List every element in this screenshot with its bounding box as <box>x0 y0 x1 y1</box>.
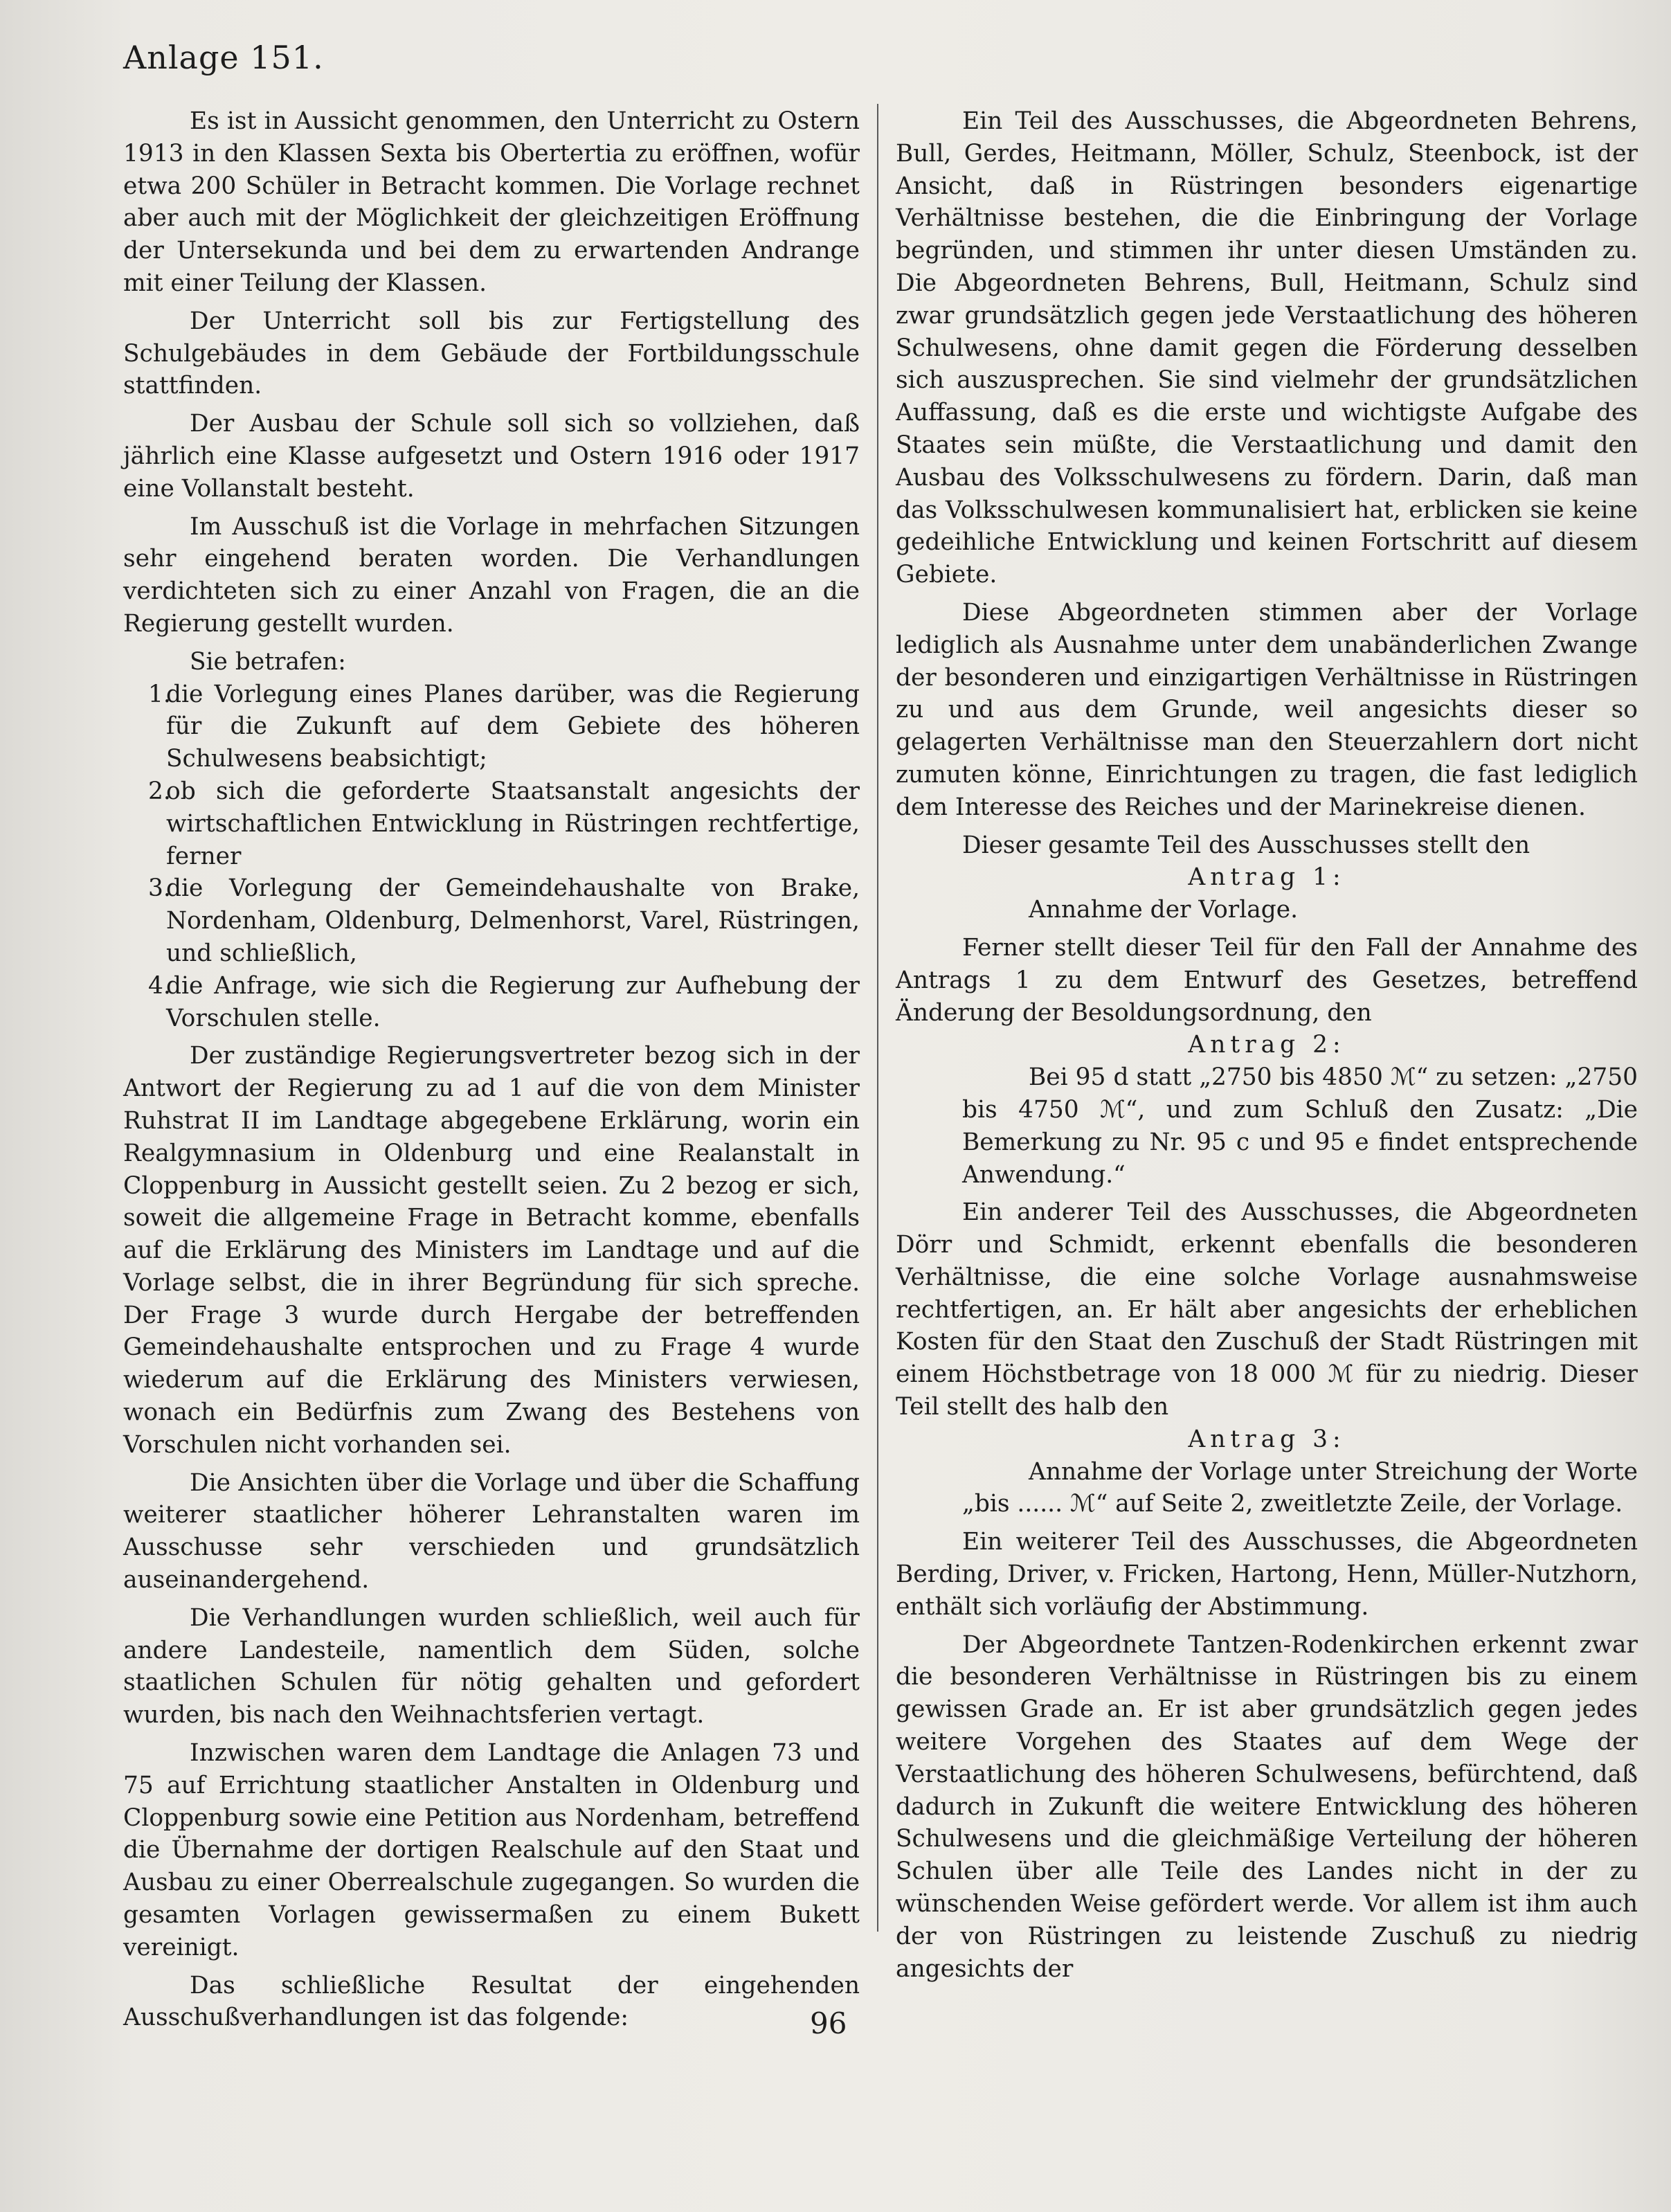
motion-title: Antrag 1: <box>1188 863 1346 892</box>
question-list <box>123 678 860 1035</box>
list-item <box>123 775 860 872</box>
motion-title: Antrag 2: <box>1188 1031 1346 1059</box>
paragraph: Dieser gesamte Teil des Ausschusses stellt den <box>962 831 1530 859</box>
list-text: ob sich die geforderte Staatsanstalt angesichts der wirtschaftlichen Entwicklung in Rüstringen rechtfertige, ferner <box>166 777 860 870</box>
motion-text: Annahme der Vorlage. <box>1029 896 1299 924</box>
paragraph: Ferner stellt dieser Teil für den Fall der Annahme des Antrags 1 zu dem Entwurf des Gesetzes, betreffend Änderung der Besoldungsordnung, den <box>896 933 1638 1027</box>
list-item <box>123 678 860 775</box>
paragraph: Ein Teil des Ausschusses, die Abgeordneten Behrens, Bull, Gerdes, Heitmann, Möller, Schulz, Steenbock, ist der Ansicht, daß in Rüstringen besonders eigenartige Verhältnisse bestehen, die die Einbringung der Vorlage begründen, und stimmen ihr unter diesen Umständen zu. Die Abgeordneten Behrens, Bull, Heitmann, Schulz sind zwar grundsätzlich gegen jede Verstaatlichung des höheren Schulwesens, ohne damit gegen die Förderung desselben sich auszusprechen. Sie sind vielmehr der grundsätzlichen Auffassung, daß es die erste und wichtigste Aufgabe des Staates sein müßte, die Verstaatlichung und damit den Ausbau des Volksschulwesens zu fördern. Darin, daß man das Volksschulwesen kommunalisiert hat, erblicken sie keine gedeihliche Entwicklung und keinen Fortschritt auf diesem Gebiete. <box>896 107 1638 589</box>
list-text: die Vorlegung der Gemeindehaushalte von Brake, Nordenham, Oldenburg, Delmenhorst, Varel, Rüstringen, und schließlich, <box>166 874 860 967</box>
paragraph: Die Verhandlungen wurden schließlich, weil auch für andere Landesteile, namentlich dem Süden, solche staatlichen Schulen für nötig gehalten und gefordert wurden, bis nach den Weihnachtsferien vertagt. <box>123 1603 860 1729</box>
paragraph: Im Ausschuß ist die Vorlage in mehrfachen Sitzungen sehr eingehend beraten worden. Die Verhandlungen verdichteten sich zu einer Anzahl von Fragen, die an die Regierung gestellt wurden. <box>123 512 860 638</box>
list-item <box>123 872 860 969</box>
motion-text: Annahme der Vorlage unter Streichung der Worte „bis ...... ℳ“ auf Seite 2, zweitletzte Zeile, der Vorlage. <box>962 1457 1638 1518</box>
paragraph: Der Ausbau der Schule soll sich so vollziehen, daß jährlich eine Klasse aufgesetzt und Ostern 1916 oder 1917 eine Vollanstalt besteht. <box>123 410 860 503</box>
list-number: 3. <box>148 874 171 903</box>
motion-title: Antrag 3: <box>1188 1425 1346 1453</box>
list-number: 2. <box>148 777 171 805</box>
list-item <box>123 970 860 1035</box>
list-text: die Vorlegung eines Planes darüber, was die Regierung für die Zukunft auf dem Gebiete des höheren Schulwesens beabsichtigt; <box>166 680 860 773</box>
page-number: 96 <box>810 2006 847 2040</box>
paragraph: Der zuständige Regierungsvertreter bezog sich in der Antwort der Regierung zu ad 1 auf die von dem Minister Ruhstrat II im Landtage abgegebene Erklärung, worin ein Realgymnasium in Oldenburg und eine Realanstalt in Cloppenburg in Aussicht gestellt seien. Zu 2 bezog er sich, soweit die allgemeine Frage in Betracht komme, ebenfalls auf die Erklärung des Ministers im Landtage und auf die Vorlage selbst, die in ihrer Begründung für sich spreche. Der Frage 3 wurde durch Hergabe der betreffenden Gemeindehaushalte entsprochen und zu Frage 4 wurde wiederum auf die Erklärung des Ministers verwiesen, wonach ein Bedürfnis zum Zwang des Bestehens von Vorschulen nicht vorhanden sei. <box>123 1042 860 1459</box>
list-number: 4. <box>148 971 171 1000</box>
paragraph: Diese Abgeordneten stimmen aber der Vorlage lediglich als Ausnahme unter dem unabänderlichen Zwange der besonderen und einzigartigen Verhältnisse in Rüstringen zu und aus dem Grunde, weil angesichts dieser so gelagerten Verhältnisse man den Steuerzahlern dort nicht zumuten könne, Einrichtungen zu tragen, die fast lediglich dem Interesse des Reiches und der Marinekreise dienen. <box>896 598 1638 821</box>
column-divider <box>877 104 878 1932</box>
list-text: die Anfrage, wie sich die Regierung zur Aufhebung der Vorschulen stelle. <box>166 971 860 1032</box>
paragraph: Die Ansichten über die Vorlage und über die Schaffung weiterer staatlicher höherer Lehranstalten waren im Ausschusse sehr verschieden und grundsätzlich auseinandergehend. <box>123 1468 860 1594</box>
page-header: Anlage 151. <box>123 39 324 76</box>
paragraph: Das schließliche Resultat der eingehenden Ausschußverhandlungen ist das folgende: <box>123 1971 860 2032</box>
motion-text: Bei 95 d statt „2750 bis 4850 ℳ“ zu setzen: „2750 bis 4750 ℳ“, und zum Schluß den Zusatz: „Die Bemerkung zu Nr. 95 c und 95 e findet entsprechende Anwendung.“ <box>962 1063 1638 1189</box>
paragraph: Inzwischen waren dem Landtage die Anlagen 73 und 75 auf Errichtung staatlicher Anstalten in Oldenburg und Cloppenburg sowie eine Petition aus Nordenham, betreffend die Übernahme der dortigen Realschule auf den Staat und Ausbau zu einer Oberrealschule zugegangen. So wurden die gesamten Vorlagen gewissermaßen zu einem Bukett vereinigt. <box>123 1739 860 1961</box>
paragraph: Ein weiterer Teil des Ausschusses, die Abgeordneten Berding, Driver, v. Fricken, Hartong, Henn, Müller-Nutzhorn, enthält sich vorläufig der Abstimmung. <box>896 1528 1638 1621</box>
paragraph: Der Unterricht soll bis zur Fertigstellung des Schulgebäudes in dem Gebäude der Fortbildungsschule stattfinden. <box>123 307 860 400</box>
paragraph: Es ist in Aussicht genommen, den Unterricht zu Ostern 1913 in den Klassen Sexta bis Obertertia zu eröffnen, wofür etwa 200 Schüler in Betracht kommen. Die Vorlage rechnet aber auch mit der Möglichkeit der gleichzeitigen Eröffnung der Untersekunda und bei dem zu erwartenden Andrange mit einer Teilung der Klassen. <box>123 107 860 297</box>
paragraph: Sie betrafen: <box>190 647 346 676</box>
list-number: 1. <box>148 680 171 708</box>
right-column <box>896 105 1638 1983</box>
paragraph: Ein anderer Teil des Ausschusses, die Abgeordneten Dörr und Schmidt, erkennt ebenfalls die besonderen Verhältnisse, die eine solche Vorlage ausnahmsweise rechtfertigen, an. Er hält aber angesichts der erheblichen Kosten für den Staat den Zuschuß der Stadt Rüstringen mit einem Höchstbetrage von 18 000 ℳ für zu niedrig. Dieser Teil stellt des halb den <box>896 1198 1638 1421</box>
paragraph: Der Abgeordnete Tantzen-Rodenkirchen erkennt zwar die besonderen Verhältnisse in Rüstringen bis zu einem gewissen Grade an. Er ist aber grundsätzlich gegen jedes weitere Vorgehen des Staates auf dem Wege der Verstaatlichung des höheren Schulwesens, befürchtend, daß dadurch in Zukunft die weitere Entwicklung des höheren Schulwesens und die gleichmäßige Verteilung der höheren Schulen über alle Teile des Landes nicht in der zu wünschenden Weise gefördert werde. Vor allem ist ihm auch der von Rüstringen zu leistende Zuschuß zu niedrig angesichts der <box>896 1630 1638 1983</box>
